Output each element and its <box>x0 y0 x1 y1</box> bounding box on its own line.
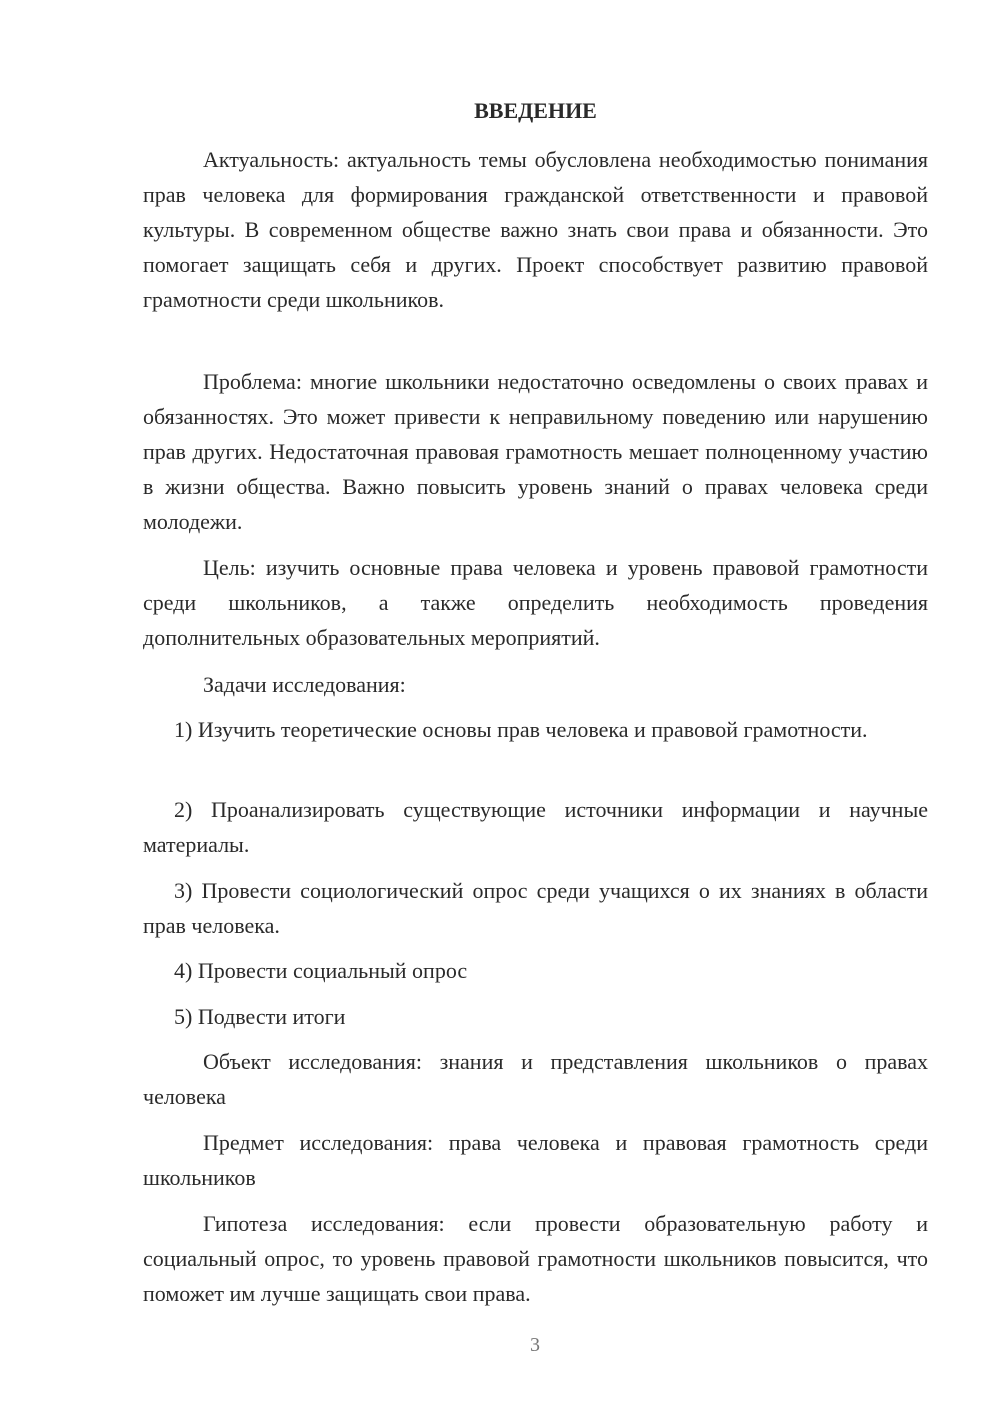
task-item-1: 1) Изучить теоретические основы прав человека и правовой грамотности. <box>174 717 868 742</box>
task-item-3: 3) Провести социологический опрос среди учащихся о их знаниях в области прав человека. <box>143 878 928 938</box>
tasks-heading: Задачи исследования: <box>203 672 406 697</box>
hypothesis-paragraph: Гипотеза исследования: если провести образовательную работу и социальный опрос, то уровень правовой грамотности школьников повысится, что поможет им лучше защищать свои права. <box>143 1211 928 1306</box>
task-item-5: 5) Подвести итоги <box>174 1004 346 1029</box>
goal-paragraph: Цель: изучить основные права человека и уровень правовой грамотности среди школьников, а также определить необходимость проведения дополнительных образовательных мероприятий. <box>143 555 928 650</box>
task-item-4: 4) Провести социальный опрос <box>174 958 468 983</box>
object-paragraph: Объект исследования: знания и представления школьников о правах человека <box>143 1049 928 1109</box>
problem-paragraph: Проблема: многие школьники недостаточно осведомлены о своих правах и обязанностях. Это может привести к неправильному поведению или нарушению прав других. Недостаточная правовая грамотность мешает полноценному участию в жизни общества. Важно повысить уровень знаний о правах человека среди молодежи. <box>143 369 928 534</box>
subject-paragraph: Предмет исследования: права человека и правовая грамотность среди школьников <box>143 1130 928 1190</box>
task-item-2: 2) Проанализировать существующие источники информации и научные материалы. <box>143 797 928 857</box>
page-number: 3 <box>530 1334 540 1356</box>
page-title: ВВЕДЕНИЕ <box>474 98 597 123</box>
relevance-paragraph: Актуальность: актуальность темы обусловлена необходимостью понимания прав человека для формирования гражданской ответственности и правовой культуры. В современном обществе важно знать свои права и обязанности. Это помогает защищать себя и других. Проект способствует развитию правовой грамотности среди школьников. <box>143 147 928 312</box>
